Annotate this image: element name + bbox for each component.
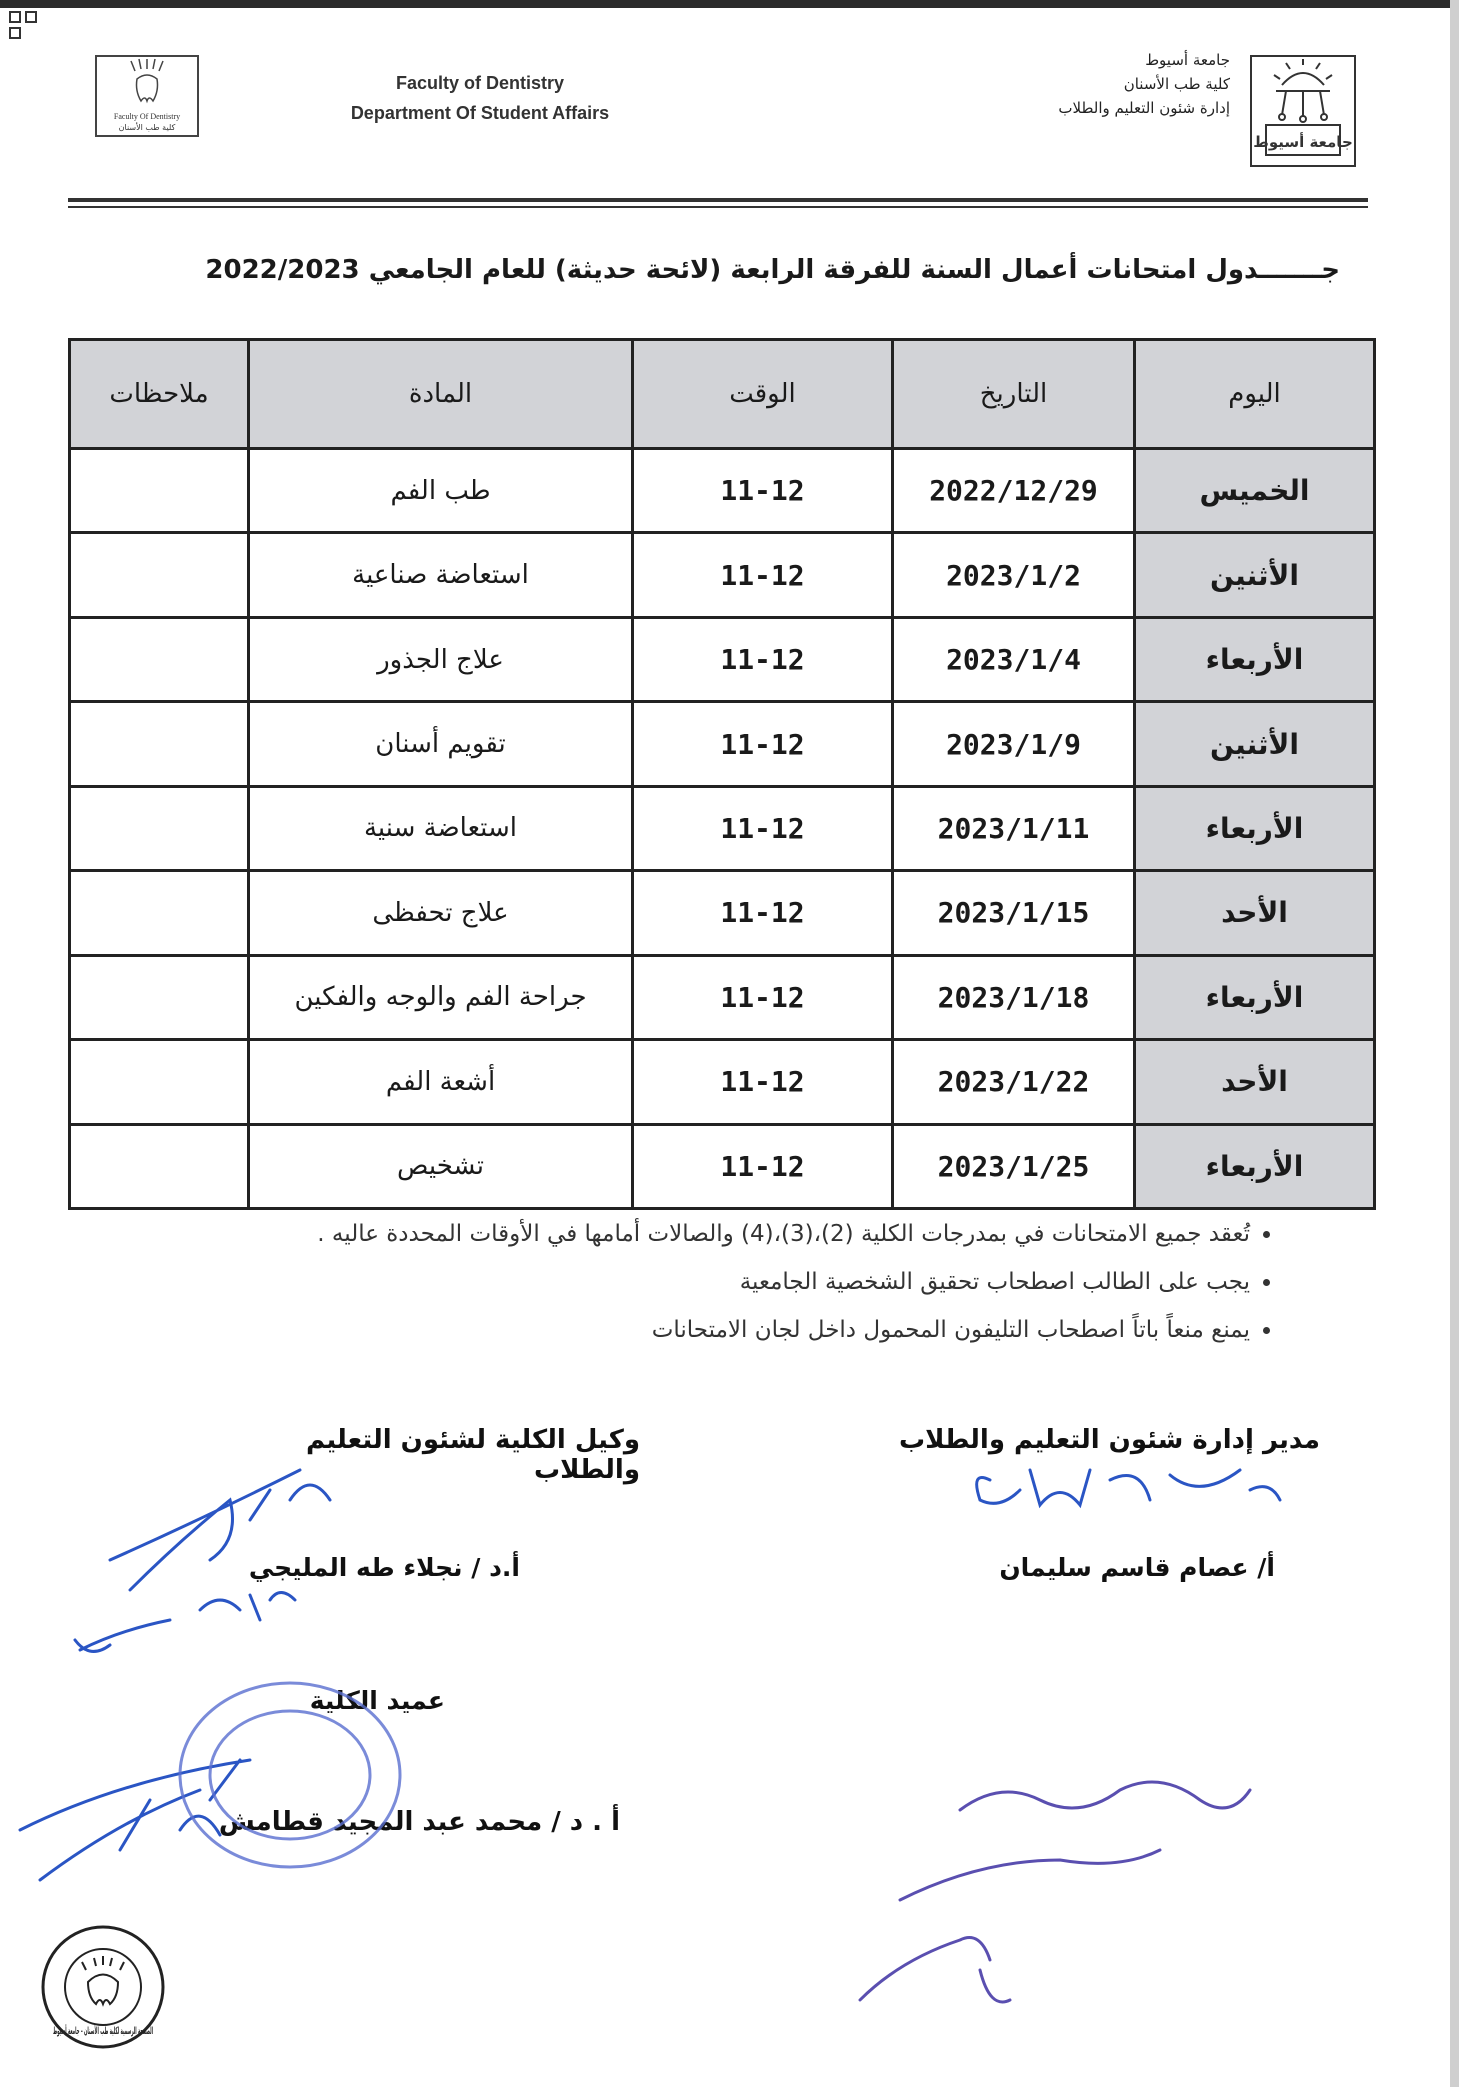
cell-time: 11-12 [633, 871, 893, 955]
note-item: • تُعقد جميع الامتحانات في بمدرجات الكلية (2)،(3)،(4) والصالات أمامها في الأوقات المحددة عاليه . [250, 1210, 1250, 1258]
table-row [70, 533, 1375, 617]
note-item: • يجب على الطالب اصطحاب تحقيق الشخصية الجامعية [250, 1258, 1250, 1306]
cell-notes [70, 449, 249, 533]
vice-dean-title: وكيل الكلية لشئون التعليم والطلاب [306, 1425, 640, 1485]
cell-date: 2023/1/15 [893, 871, 1135, 955]
official-seal-icon [38, 1922, 303, 2052]
cell-day: الأحد [1135, 871, 1375, 955]
cell-time: 11-12 [633, 1124, 893, 1209]
cell-date: 2023/1/18 [893, 955, 1135, 1039]
cell-subject: استعاضة صناعية [249, 533, 633, 617]
crop-mark-icon [8, 10, 42, 44]
header-time: الوقت [633, 340, 893, 449]
cell-day: الأثنين [1135, 533, 1375, 617]
cell-date: 2023/1/9 [893, 702, 1135, 786]
cell-date: 2023/1/22 [893, 1040, 1135, 1124]
svg-text:Faculty Of Dentistry: Faculty Of Dentistry [113, 112, 181, 121]
cell-notes [70, 1040, 249, 1124]
cell-date: 2023/1/4 [893, 617, 1135, 701]
english-header [300, 68, 660, 128]
header-day: اليوم [1135, 340, 1375, 449]
cell-notes [70, 533, 249, 617]
note-item: • يمنع منعاً باتاً اصطحاب التليفون المحمول داخل لجان الامتحانات [250, 1306, 1250, 1354]
cell-subject: طب الفم [249, 449, 633, 533]
exam-notes [250, 1210, 1280, 1354]
cell-subject: أشعة الفم [249, 1040, 633, 1124]
cell-day: الأربعاء [1135, 617, 1375, 701]
cell-subject: علاج تحفظى [249, 871, 633, 955]
cell-date: 2023/1/11 [893, 786, 1135, 870]
right-edge-shadow [1450, 0, 1459, 2087]
exam-schedule-table [68, 338, 1376, 1210]
cell-day: الأحد [1135, 1040, 1375, 1124]
table-row [70, 449, 1375, 533]
table-row [70, 617, 1375, 701]
top-edge-line [0, 0, 1459, 8]
cell-time: 11-12 [633, 702, 893, 786]
faculty-logo [95, 55, 199, 137]
cell-subject: علاج الجذور [249, 617, 633, 701]
cell-day: الأربعاء [1135, 786, 1375, 870]
faculty-name-en: Faculty of Dentistry [395, 73, 565, 93]
cell-day: الأربعاء [1135, 955, 1375, 1039]
header-date: التاريخ [893, 340, 1135, 449]
cell-notes [70, 1124, 249, 1209]
svg-text:الصفحة الرسمية لكلية طب الأسنا: الصفحة الرسمية لكلية طب الأسنان - جامعة أسيوط [53, 2026, 303, 2037]
table-row [70, 955, 1375, 1039]
header-rule-thick [68, 198, 1368, 202]
cell-subject: جراحة الفم والوجه والفكين [249, 955, 633, 1039]
header-notes: ملاحظات [70, 340, 249, 449]
sun-logo-icon [1252, 57, 1354, 165]
cell-notes [70, 786, 249, 870]
cell-notes [70, 955, 249, 1039]
cell-time: 11-12 [633, 1040, 893, 1124]
cell-subject: استعاضة سنية [249, 786, 633, 870]
table-row [70, 1040, 1375, 1124]
cell-date: 2022/12/29 [893, 449, 1135, 533]
vice-dean-name: أ.د / نجلاء طه المليجي [248, 1553, 520, 1582]
table-row [70, 702, 1375, 786]
director-title: مدير إدارة شئون التعليم والطلاب [898, 1425, 1320, 1455]
cell-time: 11-12 [633, 786, 893, 870]
cell-day: الخميس [1135, 449, 1375, 533]
cell-subject: تقويم أسنان [249, 702, 633, 786]
cell-notes [70, 617, 249, 701]
table-row [70, 786, 1375, 870]
university-logo [1250, 55, 1356, 167]
header-rule-thin [68, 206, 1368, 208]
page-title: جـــــــدول امتحانات أعمال السنة للفرقة الرابعة (لائحة حديثة) للعام الجامعي 2022/2023 [205, 255, 1340, 285]
cell-date: 2023/1/2 [893, 533, 1135, 617]
cell-notes [70, 871, 249, 955]
svg-text:جامعة أسيوط: جامعة أسيوط [1253, 133, 1353, 151]
university-name-ar: جامعة أسيوط [1145, 51, 1230, 69]
dean-title: عميد الكلية [309, 1686, 445, 1715]
cell-day: الأثنين [1135, 702, 1375, 786]
cell-subject: تشخيص [249, 1124, 633, 1209]
department-name-ar: إدارة شئون التعليم والطلاب [1058, 99, 1230, 117]
cell-time: 11-12 [633, 449, 893, 533]
department-name-en: Department Of Student Affairs [350, 103, 610, 123]
cell-notes [70, 702, 249, 786]
cell-day: الأربعاء [1135, 1124, 1375, 1209]
cell-time: 11-12 [633, 617, 893, 701]
arabic-header [900, 48, 1230, 120]
cell-date: 2023/1/25 [893, 1124, 1135, 1209]
tooth-logo-icon [97, 57, 197, 135]
cell-time: 11-12 [633, 533, 893, 617]
faculty-name-ar: كلية طب الأسنان [1123, 75, 1230, 93]
table-row [70, 871, 1375, 955]
table-header-row [70, 340, 1375, 449]
table-row [70, 1124, 1375, 1209]
dean-name: أ . د / محمد عبد المجيد قطامش [218, 1807, 620, 1837]
svg-text:كلية طب الأسنان: كلية طب الأسنان [118, 123, 176, 132]
director-name: أ/ عصام قاسم سليمان [999, 1553, 1275, 1582]
cell-time: 11-12 [633, 955, 893, 1039]
header-subject: المادة [249, 340, 633, 449]
